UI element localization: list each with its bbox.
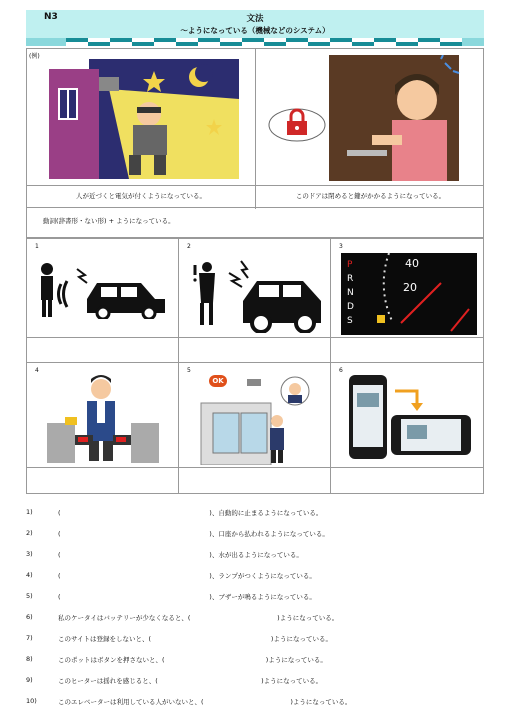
question-number: 9) [26,676,33,684]
example-caption-2: このドアは閉めると鍵がかかるようになっている。 [295,192,446,200]
gear-d-label: D [347,302,354,312]
question-text: ( )、自動的に止まるようになっている。 [58,509,323,517]
answer-cell [178,467,331,494]
answer-cell [330,467,484,494]
question-text: このポットはボタンを押さないと、( )ようになっている。 [58,656,327,664]
gear-p-label: P [347,260,353,270]
level-label: N3 [44,12,58,22]
worksheet-header [26,10,484,38]
grid-cell-2 [178,238,331,338]
question-number: 8) [26,655,33,663]
cell-number: 4 [35,367,39,374]
question-text: このエレベーターは利用している人がいないと、( )ようになっている。 [58,698,352,706]
example-caption-1: 人が近づくと電気が付くようになっている。 [76,192,206,200]
fuel-gauge-illustration [341,253,477,335]
grammar-rule: 動詞(辞書形・ない形) + ようになっている。 [26,208,484,238]
checker-border [26,38,484,46]
question-text: このサイトは登録をしないと、( )ようになっている。 [58,635,332,643]
question-number: 3) [26,550,33,558]
gear-s-label: S [347,316,353,326]
answer-cell [178,337,331,363]
grid-cell-5 [178,362,331,468]
gauge-tick-40: 40 [405,257,419,270]
question-number: 6) [26,613,33,621]
question-number: 5) [26,592,33,600]
gear-n-label: N [347,288,354,298]
example-label: (例) [29,53,40,60]
ticket-gate-illustration [45,373,163,465]
question-number: 2) [26,529,33,537]
answer-cell [330,337,484,363]
question-number: 4) [26,571,33,579]
security-camera-illustration [191,373,325,465]
question-text: このヒーターは揺れを感じると、( )ようになっている。 [58,677,323,685]
cell-number: 1 [35,243,39,250]
question-text: ( )、口座から払われるようになっている。 [58,530,329,538]
picture-grid [26,238,484,494]
question-number: 1) [26,508,33,516]
question-number: 10) [26,697,37,705]
burglar-illustration [49,59,239,179]
question-text: ( )、ブザーが鳴るようになっている。 [58,593,316,601]
grid-cell-4 [26,362,179,468]
question-text: ( )、ランプがつくようになっている。 [58,572,316,580]
question-text: ( )、水が出るようになっている。 [58,551,303,559]
example-box [26,48,484,208]
person-car-sensor-illustration [37,259,171,319]
question-number: 7) [26,634,33,642]
cell-number: 5 [187,367,191,374]
door-lock-illustration [267,55,477,181]
thief-car-alarm-illustration [185,253,327,333]
cell-number: 3 [339,243,343,250]
grid-cell-1 [26,238,179,338]
grid-cell-6 [330,362,484,468]
cell-number: 2 [187,243,191,250]
grid-cell-3 [330,238,484,338]
answer-cell [26,337,179,363]
gauge-tick-20: 20 [403,281,417,294]
phone-rotation-illustration [345,373,475,465]
gear-r-label: R [347,274,354,284]
cell-number: 6 [339,367,343,374]
page-title: 文法 [246,14,264,24]
answer-cell [26,467,179,494]
ok-badge: OK [209,375,227,387]
question-text: 私のケータイはバッテリーが少なくなると、( )ようになっている。 [58,614,339,622]
page-subtitle: ～ようになっている（機械などのシステム） [180,26,330,35]
